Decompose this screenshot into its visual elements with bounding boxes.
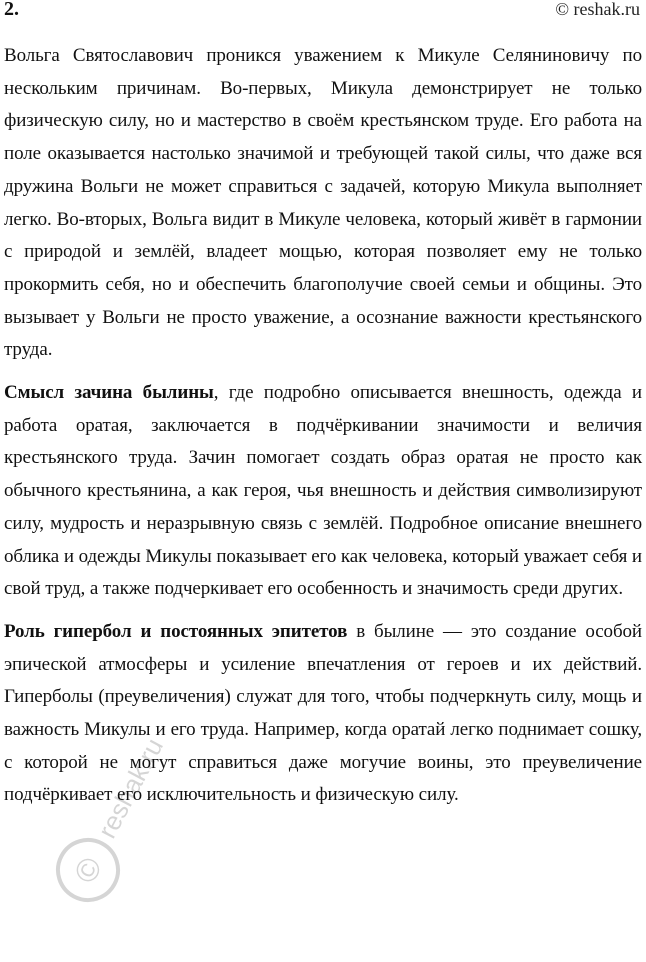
svg-text:©: © (66, 851, 110, 889)
paragraph-lead: Смысл зачина былины (4, 382, 214, 404)
task-number: 2. (4, 0, 19, 20)
site-copyright: © reshak.ru (555, 0, 640, 19)
paragraph-body: в былине — это создание особой эпической атмосферы и усиление впечатления от героев и их действий. Гиперболы (преувеличения) служат для того, чтобы подчеркнуть силу, мощь и важность Микулы и его труда. Например, когда оратай легко поднимает сошку, с которой не могут справиться даже могучие воины, это преувеличение подчёркивает его исключительность и физическую силу. (4, 620, 642, 806)
paragraph-lead: Роль гипербол и постоянных эпитетов (4, 620, 348, 642)
paragraph-body: , где подробно описывается внешность, одежда и работа оратая, заключается в подчёркивании значимости и величия крестьянского труда. Зачин помогает создать образ оратая не просто как обычного крестьянина, а как героя, чья внешность и действия символизируют силу, мудрость и неразрывную связь с землёй. Подробное описание внешнего облика и одежды Микулы показывает его как человека, который уважает себя и свой труд, а также подчеркивает его особенность и значимость среди других. (4, 382, 642, 600)
svg-text:reshak.ru: reshak.ru (91, 733, 170, 844)
paragraph-respect (4, 40, 642, 367)
answer-text (4, 40, 642, 824)
paragraph-opening-meaning (4, 377, 642, 606)
paragraph-body: Вольга Святославович проникся уважением к Микуле Селяниновичу по нескольким причинам. Во-первых, Микула демонстрирует не только физическую силу, но и мастерство в своём крестьянском труде. Его работа на поле оказывается настолько значимой и требующей такой силы, что даже вся дружина Вольги не может справиться с задачей, которую Микула выполняет легко. Во-вторых, Вольга видит в Микуле человека, который живёт в гармонии с природой и землёй, владеет мощью, которая позволяет ему не только прокормить себя, но и обеспечить благополучие своей семьи и общины. Это вызывает у Вольги не просто уважение, а осознание важности крестьянского труда. (4, 45, 642, 361)
page-header (0, 0, 646, 26)
paragraph-hyperbole-role (4, 616, 642, 812)
